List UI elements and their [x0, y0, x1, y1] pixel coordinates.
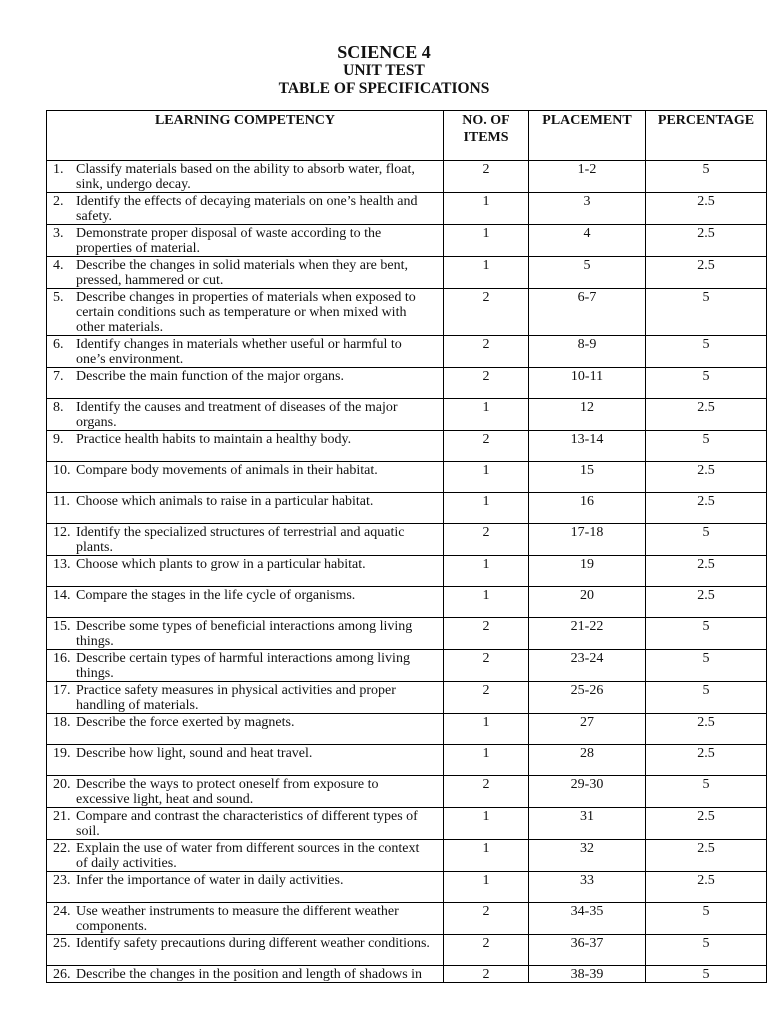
competency-text: Use weather instruments to measure the different weather components.: [76, 904, 399, 934]
percentage-cell: 5: [646, 935, 767, 966]
placement-cell: 23-24: [529, 650, 646, 682]
competency-text: Identify the causes and treatment of diseases of the major organs.: [76, 400, 398, 430]
placement-cell: 17-18: [529, 524, 646, 556]
percentage-cell: 2.5: [646, 257, 767, 289]
competency-wrap: [53, 162, 439, 192]
competency-text: Describe the ways to protect oneself from exposure to excessive light, heat and sound.: [76, 777, 379, 807]
items-cell: 1: [444, 587, 529, 618]
competency-text: Compare body movements of animals in their habitat.: [76, 463, 378, 478]
competency-text: Compare and contrast the characteristics of different types of soil.: [76, 809, 418, 839]
competency-cell: [47, 193, 444, 225]
competency-wrap: [53, 904, 439, 934]
items-cell: 1: [444, 493, 529, 524]
placement-cell: 20: [529, 587, 646, 618]
competency-cell: [47, 714, 444, 745]
competency-wrap: [53, 777, 439, 807]
table-row: [47, 289, 767, 336]
competency-number: 11.: [53, 494, 70, 509]
competency-wrap: [53, 194, 439, 224]
competency-wrap: [53, 936, 439, 951]
competency-number: 22.: [53, 841, 71, 856]
competency-number: 23.: [53, 873, 71, 888]
percentage-cell: 5: [646, 289, 767, 336]
percentage-cell: 2.5: [646, 493, 767, 524]
competency-wrap: [53, 746, 439, 761]
test-type-subtitle: UNIT TEST: [343, 62, 425, 79]
competency-cell: [47, 808, 444, 840]
table-row: [47, 714, 767, 745]
placement-cell: 21-22: [529, 618, 646, 650]
competency-number: 10.: [53, 463, 71, 478]
table-row: [47, 682, 767, 714]
percentage-cell: 2.5: [646, 808, 767, 840]
competency-text: Describe some types of beneficial interactions among living things.: [76, 619, 413, 649]
competency-wrap: [53, 369, 439, 384]
placement-cell: 27: [529, 714, 646, 745]
competency-text: Demonstrate proper disposal of waste according to the properties of material.: [76, 226, 382, 256]
competency-number: 14.: [53, 588, 71, 603]
table-row: [47, 336, 767, 368]
competency-wrap: [53, 290, 439, 335]
percentage-cell: 5: [646, 431, 767, 462]
items-cell: 2: [444, 776, 529, 808]
percentage-cell: 5: [646, 650, 767, 682]
placement-cell: 15: [529, 462, 646, 493]
competency-wrap: [53, 683, 439, 713]
competency-number: 24.: [53, 904, 71, 919]
competency-text: Describe changes in properties of materials when exposed to certain conditions such as temperature or when mixed with other materials.: [76, 290, 416, 335]
competency-cell: [47, 161, 444, 193]
competency-cell: [47, 682, 444, 714]
competency-wrap: [53, 873, 439, 888]
table-row: [47, 193, 767, 225]
table-row: [47, 257, 767, 289]
competency-cell: [47, 431, 444, 462]
competency-text: Identify the specialized structures of terrestrial and aquatic plants.: [76, 525, 405, 555]
competency-text: Describe how light, sound and heat travel.: [76, 746, 313, 761]
competency-number: 16.: [53, 651, 71, 666]
column-header-competency: LEARNING COMPETENCY: [47, 111, 444, 161]
competency-cell: [47, 225, 444, 257]
competency-number: 25.: [53, 936, 71, 951]
competency-text: Infer the importance of water in daily activities.: [76, 873, 344, 888]
competency-cell: [47, 399, 444, 431]
competency-wrap: [53, 525, 439, 555]
competency-cell: [47, 556, 444, 587]
competency-text: Identify changes in materials whether useful or harmful to one’s environment.: [76, 337, 402, 367]
competency-wrap: [53, 588, 439, 603]
competency-text: Identify the effects of decaying materials on one’s health and safety.: [76, 194, 418, 224]
header-row: [47, 111, 767, 161]
items-cell: 1: [444, 745, 529, 776]
competency-cell: [47, 368, 444, 399]
table-row: [47, 556, 767, 587]
placement-cell: 16: [529, 493, 646, 524]
table-row: [47, 840, 767, 872]
competency-number: 20.: [53, 777, 71, 792]
competency-number: 9.: [53, 432, 64, 447]
items-cell: 2: [444, 682, 529, 714]
competency-cell: [47, 745, 444, 776]
placement-cell: 28: [529, 745, 646, 776]
placement-cell: 25-26: [529, 682, 646, 714]
competency-wrap: [53, 651, 439, 681]
placement-cell: 38-39: [529, 966, 646, 983]
competency-wrap: [53, 494, 439, 509]
competency-cell: [47, 336, 444, 368]
competency-cell: [47, 872, 444, 903]
placement-cell: 5: [529, 257, 646, 289]
competency-cell: [47, 840, 444, 872]
table-row: [47, 399, 767, 431]
table-row: [47, 966, 767, 983]
items-cell: 2: [444, 368, 529, 399]
placement-cell: 33: [529, 872, 646, 903]
percentage-cell: 2.5: [646, 225, 767, 257]
table-row: [47, 808, 767, 840]
competency-text: Identify safety precautions during different weather conditions.: [76, 936, 430, 951]
competency-text: Choose which animals to raise in a particular habitat.: [76, 494, 374, 509]
competency-wrap: [53, 400, 439, 430]
table-row: [47, 776, 767, 808]
percentage-cell: 2.5: [646, 587, 767, 618]
table-row: [47, 524, 767, 556]
competency-text: Explain the use of water from different sources in the context of daily activities.: [76, 841, 420, 871]
placement-cell: 32: [529, 840, 646, 872]
percentage-cell: 2.5: [646, 745, 767, 776]
column-header-percentage: PERCENTAGE: [646, 111, 767, 161]
competency-text: Describe the changes in solid materials when they are bent, pressed, hammered or cut.: [76, 258, 408, 288]
items-cell: 2: [444, 524, 529, 556]
competency-cell: [47, 903, 444, 935]
table-row: [47, 618, 767, 650]
table-row: [47, 368, 767, 399]
percentage-cell: 5: [646, 776, 767, 808]
competency-wrap: [53, 337, 439, 367]
percentage-cell: 5: [646, 682, 767, 714]
competency-number: 7.: [53, 369, 64, 384]
placement-cell: 4: [529, 225, 646, 257]
table-row: [47, 161, 767, 193]
placement-cell: 12: [529, 399, 646, 431]
competency-number: 4.: [53, 258, 64, 273]
competency-cell: [47, 935, 444, 966]
items-cell: 2: [444, 289, 529, 336]
table-row: [47, 493, 767, 524]
competency-text: Choose which plants to grow in a particular habitat.: [76, 557, 366, 572]
competency-cell: [47, 462, 444, 493]
items-cell: 1: [444, 257, 529, 289]
competency-wrap: [53, 463, 439, 478]
items-cell: 1: [444, 714, 529, 745]
percentage-cell: 2.5: [646, 714, 767, 745]
placement-cell: 10-11: [529, 368, 646, 399]
column-header-items: NO. OF ITEMS: [444, 111, 529, 161]
placement-cell: 34-35: [529, 903, 646, 935]
document-title: TABLE OF SPECIFICATIONS: [278, 80, 490, 97]
table-body: [47, 161, 767, 983]
table-row: [47, 745, 767, 776]
competency-cell: [47, 257, 444, 289]
competency-number: 8.: [53, 400, 64, 415]
title-block: [0, 42, 768, 98]
items-cell: 1: [444, 808, 529, 840]
competency-wrap: [53, 841, 439, 871]
percentage-cell: 5: [646, 161, 767, 193]
percentage-cell: 5: [646, 336, 767, 368]
items-cell: 1: [444, 556, 529, 587]
competency-text: Describe certain types of harmful interactions among living things.: [76, 651, 410, 681]
competency-wrap: [53, 715, 439, 730]
items-cell: 2: [444, 161, 529, 193]
competency-cell: [47, 524, 444, 556]
placement-cell: 1-2: [529, 161, 646, 193]
competency-number: 6.: [53, 337, 64, 352]
competency-cell: [47, 289, 444, 336]
competency-text: Describe the force exerted by magnets.: [76, 715, 295, 730]
percentage-cell: 5: [646, 618, 767, 650]
percentage-cell: 2.5: [646, 462, 767, 493]
competency-number: 3.: [53, 226, 64, 241]
percentage-cell: 2.5: [646, 193, 767, 225]
table-row: [47, 935, 767, 966]
table-row: [47, 587, 767, 618]
competency-text: Practice health habits to maintain a healthy body.: [76, 432, 352, 447]
placement-cell: 8-9: [529, 336, 646, 368]
competency-number: 18.: [53, 715, 71, 730]
percentage-cell: 2.5: [646, 556, 767, 587]
competency-wrap: [53, 967, 439, 982]
competency-text: Compare the stages in the life cycle of organisms.: [76, 588, 356, 603]
specifications-table: [46, 110, 767, 983]
items-cell: 1: [444, 462, 529, 493]
placement-cell: 31: [529, 808, 646, 840]
page-title: SCIENCE 4: [337, 42, 431, 62]
placement-cell: 19: [529, 556, 646, 587]
placement-cell: 3: [529, 193, 646, 225]
items-cell: 2: [444, 650, 529, 682]
items-cell: 2: [444, 431, 529, 462]
table-row: [47, 650, 767, 682]
competency-text: Practice safety measures in physical activities and proper handling of materials.: [76, 683, 396, 713]
competency-number: 21.: [53, 809, 71, 824]
competency-number: 26.: [53, 967, 71, 982]
competency-wrap: [53, 619, 439, 649]
percentage-cell: 5: [646, 368, 767, 399]
percentage-cell: 5: [646, 903, 767, 935]
competency-number: 1.: [53, 162, 64, 177]
table-row: [47, 903, 767, 935]
percentage-cell: 2.5: [646, 872, 767, 903]
competency-text: Describe the changes in the position and length of shadows in: [76, 967, 423, 982]
table-row: [47, 225, 767, 257]
competency-number: 2.: [53, 194, 64, 209]
items-cell: 1: [444, 225, 529, 257]
competency-number: 12.: [53, 525, 71, 540]
items-cell: 1: [444, 872, 529, 903]
items-cell: 2: [444, 966, 529, 983]
percentage-cell: 2.5: [646, 840, 767, 872]
competency-text: Describe the main function of the major organs.: [76, 369, 344, 384]
competency-wrap: [53, 809, 439, 839]
competency-cell: [47, 618, 444, 650]
items-cell: 2: [444, 935, 529, 966]
items-cell: 1: [444, 193, 529, 225]
placement-cell: 13-14: [529, 431, 646, 462]
competency-number: 19.: [53, 746, 71, 761]
table-header: [47, 111, 767, 161]
competency-cell: [47, 650, 444, 682]
competency-cell: [47, 493, 444, 524]
competency-wrap: [53, 226, 439, 256]
competency-wrap: [53, 432, 439, 447]
placement-cell: 29-30: [529, 776, 646, 808]
table-row: [47, 431, 767, 462]
competency-text: Classify materials based on the ability to absorb water, float, sink, undergo decay.: [76, 162, 415, 192]
competency-wrap: [53, 258, 439, 288]
placement-cell: 6-7: [529, 289, 646, 336]
column-header-placement: PLACEMENT: [529, 111, 646, 161]
competency-wrap: [53, 557, 439, 572]
items-cell: 1: [444, 840, 529, 872]
competency-number: 5.: [53, 290, 64, 305]
competency-cell: [47, 966, 444, 983]
items-cell: 2: [444, 336, 529, 368]
competency-cell: [47, 776, 444, 808]
table-row: [47, 462, 767, 493]
placement-cell: 36-37: [529, 935, 646, 966]
items-cell: 2: [444, 618, 529, 650]
percentage-cell: 2.5: [646, 399, 767, 431]
competency-number: 15.: [53, 619, 71, 634]
competency-number: 17.: [53, 683, 71, 698]
items-cell: 1: [444, 399, 529, 431]
percentage-cell: 5: [646, 524, 767, 556]
competency-number: 13.: [53, 557, 71, 572]
percentage-cell: 5: [646, 966, 767, 983]
items-cell: 2: [444, 903, 529, 935]
competency-cell: [47, 587, 444, 618]
table-row: [47, 872, 767, 903]
